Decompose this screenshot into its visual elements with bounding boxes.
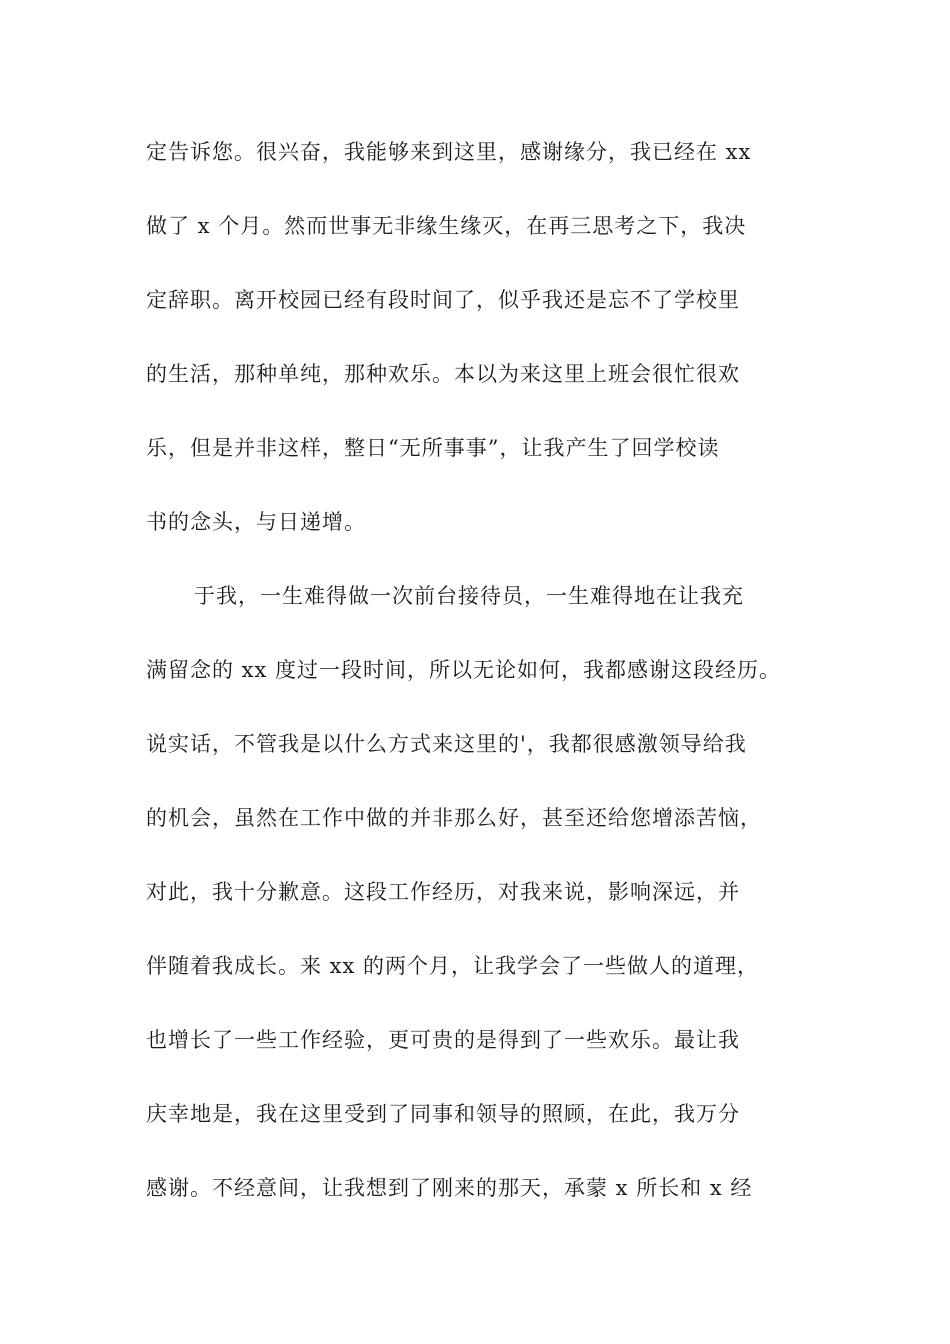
text-line: 乐，但是并非这样，整日“无所事事”，让我产生了回学校读: [146, 436, 720, 460]
text-line: 做了 x 个月。然而世事无非缘生缘灭，在再三思考之下，我决: [146, 214, 747, 238]
text-line: 定告诉您。很兴奋，我能够来到这里，感谢缘分，我已经在 xx: [146, 140, 752, 164]
text-line: 庆幸地是，我在这里受到了同事和领导的照顾，在此，我万分: [146, 1102, 740, 1126]
text-line: 书的念头，与日递增。: [146, 510, 366, 534]
text-line: 的生活，那种单纯，那种欢乐。本以为来这里上班会很忙很欢: [146, 362, 740, 386]
body-text: [146, 130, 826, 1240]
text-line: 说实话，不管我是以什么方式来这里的'，我都很感激领导给我: [146, 732, 747, 756]
text-line: 的机会，虽然在工作中做的并非那么好，甚至还给您增添苦恼，: [146, 806, 762, 830]
text-line: 定辞职。离开校园已经有段时间了，似乎我还是忘不了学校里: [146, 288, 740, 312]
text-line: 对此，我十分歉意。这段工作经历，对我来说，影响深远，并: [146, 880, 740, 904]
text-line: 也增长了一些工作经验，更可贵的是得到了一些欢乐。最让我: [146, 1028, 740, 1052]
text-line: 感谢。不经意间，让我想到了刚来的那天，承蒙 x 所长和 x 经: [146, 1176, 753, 1200]
text-line: 满留念的 xx 度过一段时间，所以无论如何，我都感谢这段经历。: [146, 658, 782, 682]
paragraph-start-line: 于我，一生难得做一次前台接待员，一生难得地在让我充: [194, 584, 744, 608]
text-line: 伴随着我成长。来 xx 的两个月，让我学会了一些做人的道理，: [146, 954, 760, 978]
